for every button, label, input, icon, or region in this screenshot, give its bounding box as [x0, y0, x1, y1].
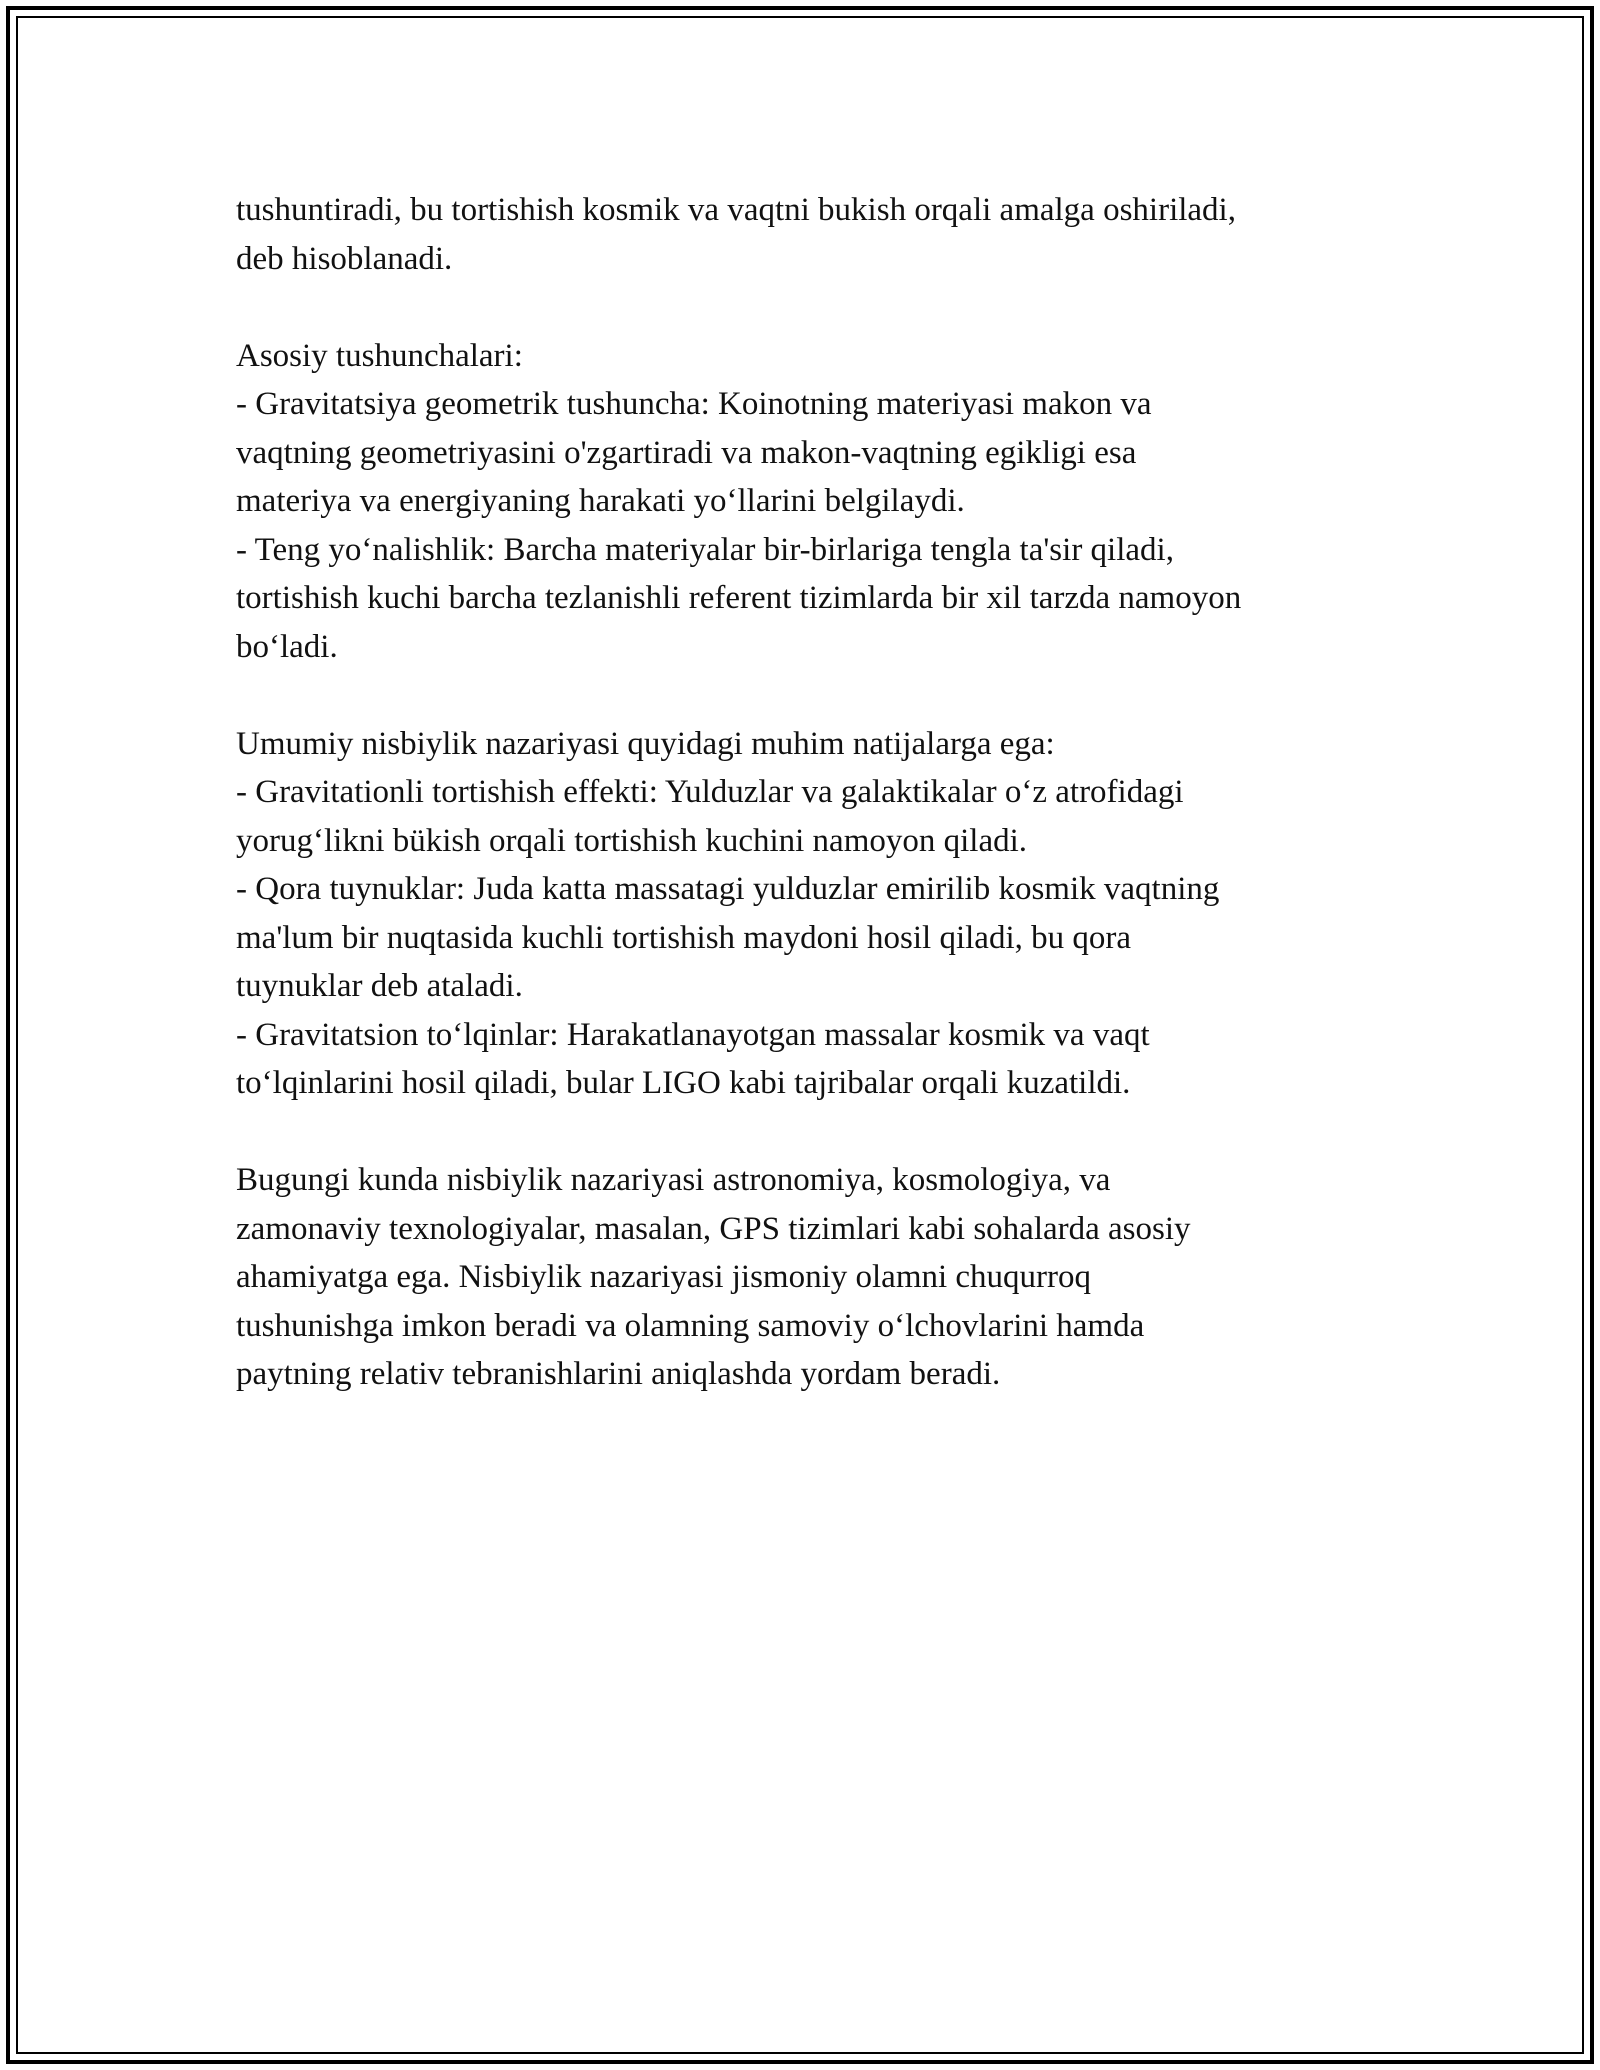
- paragraph-line: Bugungi kunda nisbiylik nazariyasi astronomiya, kosmologiya, va: [236, 1162, 1111, 1198]
- list-item-line: - Qora tuynuklar: Juda katta massatagi yulduzlar emirilib kosmik vaqtning: [236, 871, 1220, 907]
- paragraph-gap: [236, 671, 1376, 720]
- paragraph-line: tushunishga imkon beradi va olamning samoviy o‘lchovlarini hamda: [236, 1307, 1145, 1344]
- paragraph-line: zamonaviy texnologiyalar, masalan, GPS tizimlari kabi sohalarda asosiy: [236, 1210, 1191, 1247]
- list-item-line: ma'lum bir nuqtasida kuchli tortishish maydoni hosil qiladi, bu qora: [236, 919, 1132, 956]
- list-item-line: yorug‘likni bükish orqali tortishish kuchini namoyon qiladi.: [236, 822, 1028, 859]
- paragraph-line: paytning relativ tebranishlarini aniqlashda yordam beradi.: [236, 1356, 1001, 1392]
- paragraph-gap: [236, 283, 1376, 332]
- section-heading: Asosiy tushunchalari:: [236, 337, 523, 374]
- paragraph-line: tushuntiradi, bu tortishish kosmik va vaqtni bukish orqali amalga oshiriladi,: [236, 192, 1236, 228]
- list-item-line: materiya va energiyaning harakati yo‘llarini belgilaydi.: [236, 483, 965, 519]
- paragraph-line: deb hisoblanadi.: [236, 240, 453, 277]
- list-item-line: tortishish kuchi barcha tezlanishli referent tizimlarda bir xil tarzda namoyon: [236, 580, 1242, 616]
- document-body: [236, 186, 1376, 1399]
- list-item-line: - Gravitatsiya geometrik tushuncha: Koinotning materiyasi makon va: [236, 386, 1152, 422]
- list-item-line: tuynuklar deb ataladi.: [236, 968, 523, 1004]
- list-item-line: to‘lqinlarini hosil qiladi, bular LIGO kabi tajribalar orqali kuzatildi.: [236, 1065, 1131, 1101]
- list-item-line: vaqtning geometriyasini o'zgartiradi va makon-vaqtning egikligi esa: [236, 434, 1137, 471]
- list-item-line: bo‘ladi.: [236, 628, 338, 665]
- list-item-line: - Gravitationli tortishish effekti: Yulduzlar va galaktikalar o‘z atrofidagi: [236, 774, 1184, 810]
- paragraph-line: ahamiyatga ega. Nisbiylik nazariyasi jismoniy olamni chuqurroq: [236, 1259, 1092, 1295]
- list-item-line: - Teng yo‘nalishlik: Barcha materiyalar bir-birlariga tengla ta'sir qiladi,: [236, 531, 1174, 568]
- list-item-line: - Gravitatsion to‘lqinlar: Harakatlanayotgan massalar kosmik va vaqt: [236, 1016, 1150, 1053]
- paragraph-gap: [236, 1108, 1376, 1157]
- section-heading: Umumiy nisbiylik nazariyasi quyidagi muhim natijalarga ega:: [236, 725, 1055, 762]
